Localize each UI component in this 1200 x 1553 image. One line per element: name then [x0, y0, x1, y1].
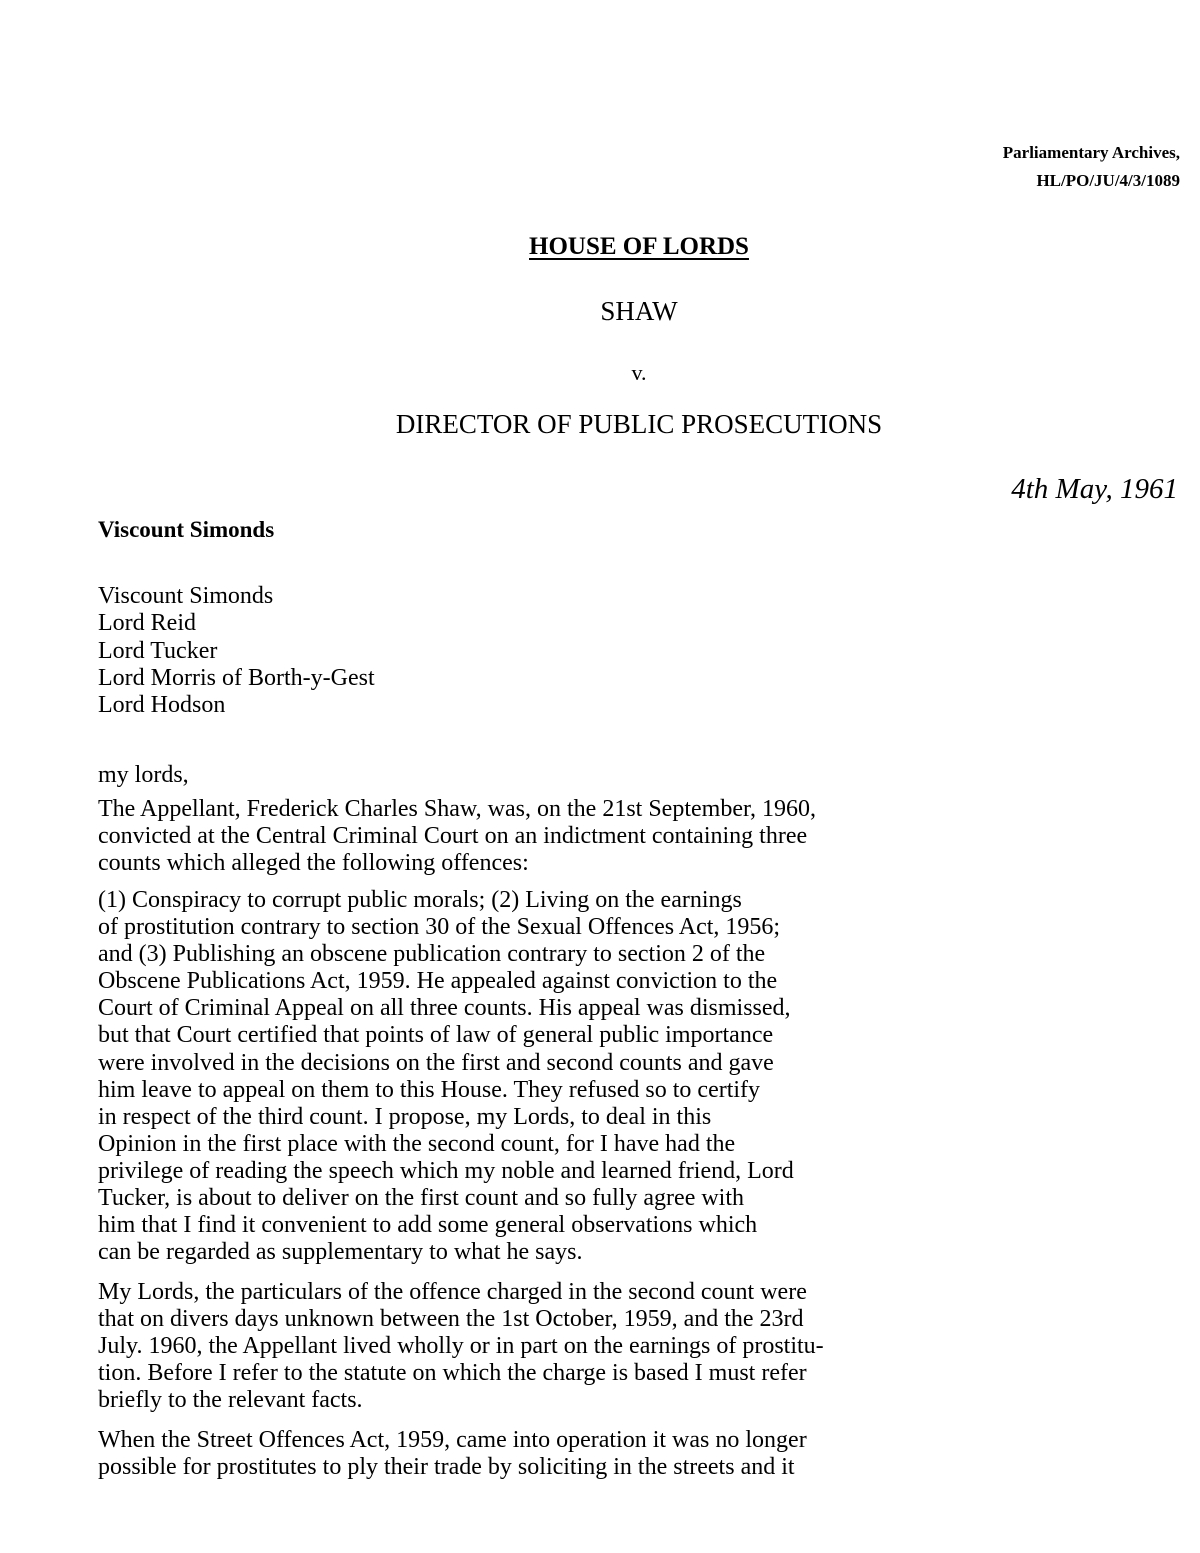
- text-line: convicted at the Central Criminal Court on an indictment containing three: [98, 823, 808, 850]
- text-line: possible for prostitutes to ply their trade by soliciting in the streets and it: [98, 1454, 795, 1481]
- text-line: counts which alleged the following offences:: [98, 850, 529, 877]
- lord-name: Viscount Simonds: [98, 583, 274, 609]
- text-line: Tucker, is about to deliver on the first count and so fully agree with: [98, 1185, 745, 1212]
- text-line: (1) Conspiracy to corrupt public morals; (2) Living on the earnings: [98, 887, 742, 913]
- text-line: and (3) Publishing an obscene publication contrary to section 2 of the: [98, 941, 766, 968]
- text-line: Obscene Publications Act, 1959. He appealed against conviction to the: [98, 968, 778, 995]
- court-title: HOUSE OF LORDS: [529, 233, 749, 260]
- lord-name: Lord Tucker: [98, 637, 218, 664]
- text-line: The Appellant, Frederick Charles Shaw, was, on the 21st September, 1960,: [98, 796, 816, 822]
- text-line: Opinion in the first place with the second count, for I have had the: [98, 1130, 736, 1157]
- paragraph-2: [98, 887, 928, 1266]
- appellant-name: SHAW: [600, 296, 678, 326]
- text-line: were involved in the decisions on the first and second counts and gave: [98, 1049, 774, 1076]
- speaker-heading: Viscount Simonds: [98, 517, 275, 542]
- archive-reference: [1003, 139, 1180, 195]
- paragraph-4: [98, 1427, 928, 1481]
- lord-name: Lord Reid: [98, 610, 196, 637]
- paragraph-1: [98, 796, 928, 877]
- lord-name: Lord Hodson: [98, 692, 226, 719]
- text-line: but that Court certified that points of law of general public importance: [98, 1022, 774, 1049]
- respondent-name: DIRECTOR OF PUBLIC PROSECUTIONS: [395, 409, 883, 439]
- text-line: that on divers days unknown between the 1st October, 1959, and the 23rd: [98, 1306, 804, 1333]
- text-line: him that I find it convenient to add some general observations which: [98, 1212, 758, 1239]
- archive-reference-line1: Parliamentary Archives,: [1002, 143, 1180, 162]
- text-line: can be regarded as supplementary to what he says.: [98, 1239, 583, 1266]
- versus-label: v.: [631, 360, 647, 385]
- text-line: July. 1960, the Appellant lived wholly or in part on the earnings of prostitu-: [98, 1333, 824, 1360]
- text-line: Court of Criminal Appeal on all three counts. His appeal was dismissed,: [98, 995, 791, 1022]
- text-line: privilege of reading the speech which my noble and learned friend, Lord: [98, 1157, 794, 1184]
- salutation: my lords,: [98, 762, 189, 788]
- lords-list: [98, 583, 375, 719]
- paragraph-3: [98, 1279, 928, 1414]
- lord-name: Lord Morris of Borth-y-Gest: [98, 664, 375, 691]
- text-line: him leave to appeal on them to this House. They refused so to certify: [98, 1076, 761, 1103]
- text-line: tion. Before I refer to the statute on which the charge is based I must refer: [98, 1360, 807, 1387]
- text-line: briefly to the relevant facts.: [98, 1387, 363, 1414]
- judgment-date: 4th May, 1961: [1011, 473, 1178, 505]
- text-line: When the Street Offences Act, 1959, came into operation it was no longer: [98, 1427, 807, 1453]
- text-line: My Lords, the particulars of the offence charged in the second count were: [98, 1279, 807, 1305]
- text-line: of prostitution contrary to section 30 of the Sexual Offences Act, 1956;: [98, 914, 781, 941]
- archive-reference-line2: HL/PO/JU/4/3/1089: [1036, 171, 1180, 190]
- text-line: in respect of the third count. I propose, my Lords, to deal in this: [98, 1103, 712, 1130]
